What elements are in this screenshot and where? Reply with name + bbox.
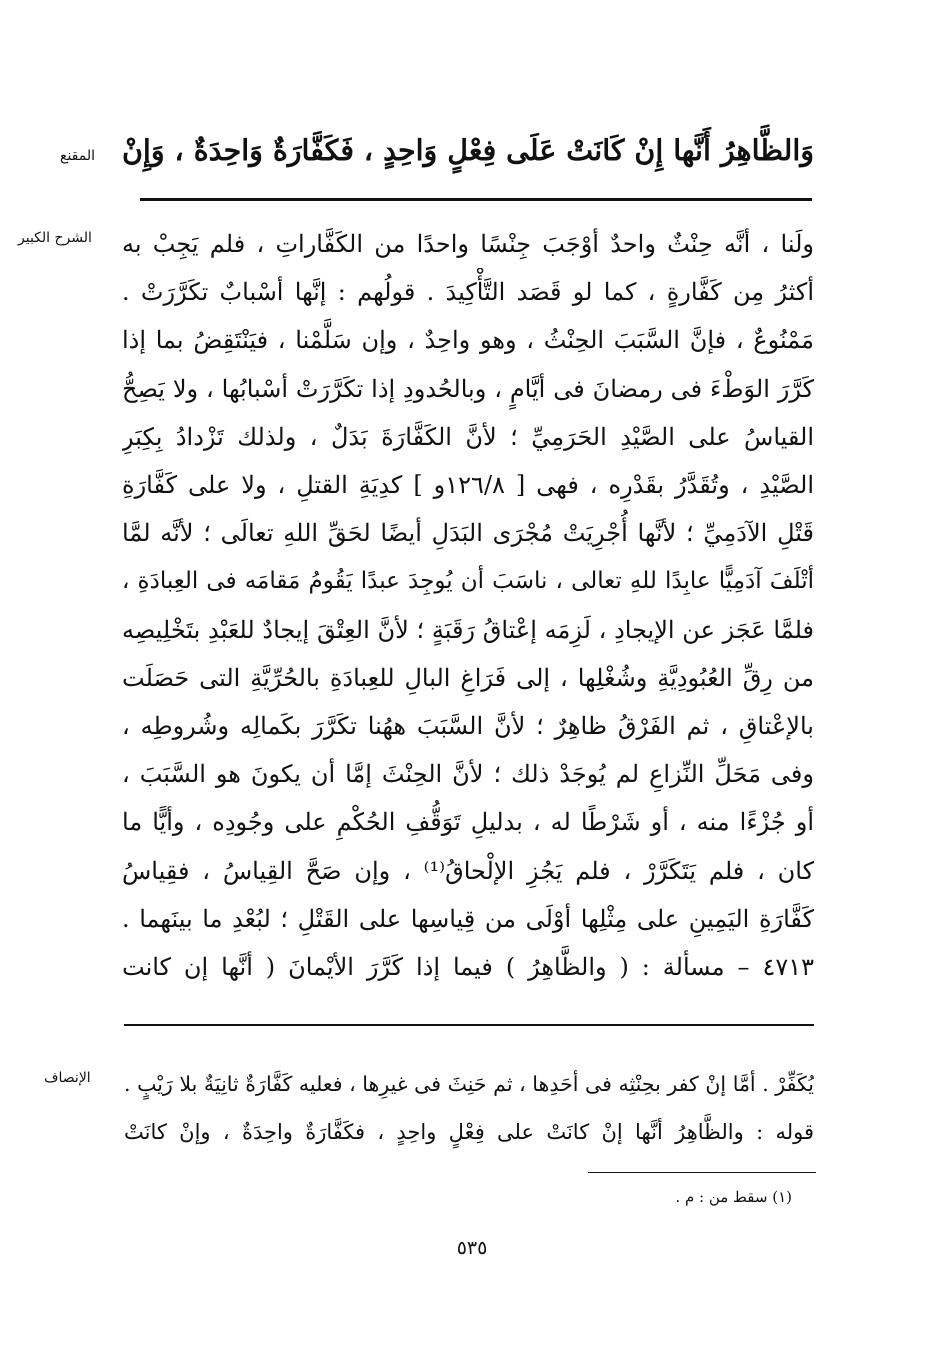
sharh-line: الصَّيْدِ ، وتُقَدَّرُ بقَدْرِه ، فهى [ ١٢٦/٨و ] كدِيَةِ القتلِ ، ولا على كَفَّارَةِ (122, 471, 814, 500)
sharh-masala-line: ٤٧١٣ – مسألة : ( والظَّاهِرُ ) فيما إذا كَرَّرَ الأيْمانَ ( أنَّها إن كانت (122, 953, 814, 982)
side-label-sharh: الشرح الكبير (18, 230, 92, 246)
sharh-line: وفى مَحَلِّ النِّزاعِ لم يُوجَدْ ذلك ؛ لأنَّ الحِنْثَ إمَّا أن يكونَ هو السَّبَبَ ، (122, 760, 814, 789)
sharh-line: أو جُزْءًا منه ، أو شَرْطًا له ، بدليلِ تَوَقُّفِ الحُكْمِ على وجُودِه ، وأيًّا ما (122, 808, 814, 837)
footnote-divider (588, 1172, 816, 1173)
sharh-line: أتْلَفَ آدَمِيًّا عابِدًا للهِ تعالى ، ناسَبَ أن يُوجِدَ عبدًا يَقُومُ مَقامَه فى العِبادَةِ ، (122, 568, 814, 595)
muqni-divider (140, 198, 812, 201)
sharh-line: كان ، فلم يَتَكَرَّرْ ، فلم يَجُزِ الإلْحاقُ⁽¹⁾ ، وإن صَحَّ القِياسُ ، فقِياسُ (122, 856, 814, 885)
page-number: ٥٣٥ (456, 1237, 488, 1259)
sharh-line: قَتْلِ الآدَمِيِّ ؛ لأنَّها أُجْرِيَتْ مُجْرَى البَدَلِ أيضًا لحَقِّ اللهِ تعالَى ؛ لأنَّه لمَّا (122, 519, 814, 548)
sharh-text-block (122, 220, 814, 991)
footnote: (١) سقط من : م . (675, 1188, 792, 1206)
insaf-line: قوله : والظَّاهِرُ أنَّها إنْ كانَتْ على فِعْلٍ واحِدٍ ، فكَفَّارَةٌ واحِدَةٌ ، وإنْ كانَتْ (124, 1120, 814, 1144)
side-label-muqni: المقنع (60, 148, 96, 164)
sharh-line: كَرَّرَ الوَطْءَ فى رمضانَ فى أيَّامٍ ، وبالحُدودِ إذا تكَرَّرَتْ أسْبابُها ، ولا يَصِحُّ (122, 374, 814, 403)
sharh-line: بالإعْتاقِ ، ثم الفَرْقُ ظاهِرٌ ؛ لأنَّ السَّبَبَ ههُنا تكَرَّرَ بكَمالِه وشُروطِه ، (122, 712, 814, 741)
side-label-insaf: الإنصاف (44, 1070, 91, 1086)
sharh-line: أكثرُ مِن كَفَّارةٍ ، كما لو قَصَد التَّأْكِيدَ . قولُهم : إنَّها أسْبابٌ تكَرَّرَتْ . (122, 278, 814, 307)
sharh-divider (124, 1024, 814, 1026)
insaf-text-block (124, 1060, 814, 1156)
sharh-line: كَفَّارَةِ اليَمِينِ على مِثْلِها أوْلَى من قِياسِها على القَتْلِ ؛ لبُعْدِ ما بينَهما . (122, 904, 814, 933)
sharh-line: ولَنا ، أنَّه حِنْثٌ واحدٌ أوْجَبَ جِنْسًا واحدًا من الكَفَّاراتِ ، فلم يَجِبْ به (122, 230, 814, 258)
sharh-line: مَمْنُوعٌ ، فإنَّ السَّبَبَ الحِنْثُ ، وهو واحِدٌ ، وإن سَلَّمْنا ، فيَنْتَقِضُ بما إذا (122, 326, 814, 355)
muqni-text-block (122, 120, 814, 180)
insaf-line: يُكَفِّرْ . أمَّا إنْ كفر بحِنْثِه فى أحَدِها ، ثم حَنِثَ فى غيرِها ، فعليه كَفَّارَةٌ ثانِيَةٌ بلا رَيْبٍ . (124, 1072, 814, 1096)
sharh-line: القياسُ على الصَّيْدِ الحَرَمِيِّ ؛ لأنَّ الكَفَّارَةَ بَدَلٌ ، ولذلك تَزْدادُ بِكِبَرِ (122, 422, 814, 451)
sharh-line: من رِقِّ العُبُودِيَّةِ وشُغْلِها ، إلى فَرَاغِ البالِ للعِبادَةِ بالحُرِّيَّةِ التى حَصَلَت (122, 663, 814, 692)
sharh-line: فلمَّا عَجَز عن الإيجادِ ، لَزِمَه إعْتاقُ رَقَبَةٍ ؛ لأنَّ العِتْقَ إيجادٌ للعَبْدِ بتَخْلِيصِه (122, 615, 814, 644)
muqni-line: وَالظَّاهِرُ أَنَّها إِنْ كَانَتْ عَلَى فِعْلٍ وَاحِدٍ ، فَكَفَّارَةٌ وَاحِدَةٌ ، وَإِنْ (122, 133, 814, 167)
